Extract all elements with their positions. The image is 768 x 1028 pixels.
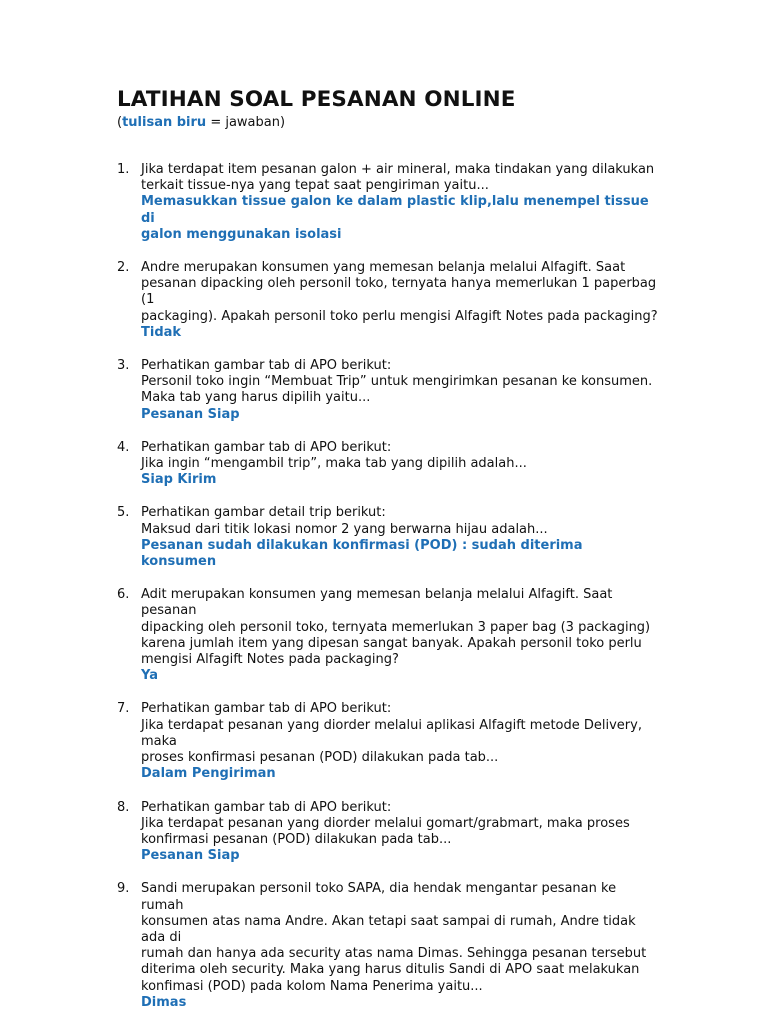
answer-text: Memasukkan tissue galon ke dalam plastic klip,lalu menempel tissue di galon menggunakan isolasi: [141, 194, 649, 242]
question-item: [117, 587, 662, 684]
subtitle-highlight: tulisan biru: [122, 115, 207, 130]
answer-text: Pesanan Siap: [141, 406, 240, 422]
question-text: Perhatikan gambar tab di APO berikut: Jika ingin “mengambil trip”, maka tab yang dipilih adalah...: [141, 439, 527, 472]
subtitle-rest: = jawaban): [206, 115, 286, 130]
question-text: Perhatikan gambar tab di APO berikut: Jika terdapat pesanan yang diorder melalui aplikasi Alfagift metode Delivery, maka proses konfirmasi pesanan (POD) dilakukan pada tab...: [141, 701, 642, 766]
subtitle-open: (: [117, 115, 123, 130]
question-number: 8.: [117, 799, 130, 815]
question-text: Adit merupakan konsumen yang memesan belanja melalui Alfagift. Saat pesanan dipacking oleh personil toko, ternyata memerlukan 3 paper bag (3 packaging) karena jumlah item yang dipesan sangat banyak. Apakah personil toko perlu mengisi Alfagift Notes pada packaging?: [141, 587, 651, 668]
question-number: 6.: [117, 587, 130, 603]
page-title: LATIHAN SOAL PESANAN ONLINE: [117, 87, 516, 112]
question-number: 4.: [117, 439, 130, 455]
question-item: [117, 505, 662, 570]
answer-text: Dimas: [141, 994, 187, 1010]
answer-text: Pesanan sudah dilakukan konfirmasi (POD) : sudah diterima konsumen: [141, 537, 583, 570]
question-number: 1.: [117, 162, 130, 177]
question-list: [117, 162, 662, 1028]
question-item: [117, 800, 662, 865]
question-text: Sandi merupakan personil toko SAPA, dia hendak mengantar pesanan ke rumah konsumen atas nama Andre. Akan tetapi saat sampai di rumah, Andre tidak ada di rumah dan hanya ada security atas nama Dimas. Sehingga pesanan tersebut diterima oleh security. Maka yang harus ditulis Sandi di APO saat melakukan konfimasi (POD) pada kolom Nama Penerima yaitu...: [141, 881, 647, 994]
question-item: [117, 260, 662, 341]
question-item: [117, 881, 662, 1011]
question-item: [117, 162, 662, 243]
question-text: Perhatikan gambar detail trip berikut: Maksud dari titik lokasi nomor 2 yang berwarna hijau adalah...: [141, 505, 548, 537]
question-number: 2.: [117, 260, 130, 276]
question-text: Perhatikan gambar tab di APO berikut: Personil toko ingin “Membuat Trip” untuk mengirimkan pesanan ke konsumen. Maka tab yang harus dipilih yaitu...: [141, 358, 653, 406]
question-text: Andre merupakan konsumen yang memesan belanja melalui Alfagift. Saat pesanan dipacking oleh personil toko, ternyata hanya memerlukan 1 paperbag (1 packaging). Apakah personil toko perlu mengisi Alfagift Notes pada packaging?: [141, 260, 658, 324]
question-item: [117, 440, 662, 489]
question-item: [117, 358, 662, 423]
answer-text: Ya: [141, 668, 158, 684]
question-item: [117, 701, 662, 782]
answer-text: Pesanan Siap: [141, 848, 240, 864]
question-number: 7.: [117, 701, 130, 717]
subtitle: [117, 114, 285, 131]
answer-text: Dalam Pengiriman: [141, 766, 276, 782]
question-number: 9.: [117, 881, 130, 897]
question-text: Jika terdapat item pesanan galon + air mineral, maka tindakan yang dilakukan terkait tissue-nya yang tepat saat pengiriman yaitu...: [141, 162, 655, 194]
answer-text: Siap Kirim: [141, 472, 217, 488]
question-number: 5.: [117, 505, 130, 521]
answer-text: Tidak: [141, 324, 182, 340]
question-number: 3.: [117, 358, 130, 374]
question-text: Perhatikan gambar tab di APO berikut: Jika terdapat pesanan yang diorder melalui gomart/grabmart, maka proses konfirmasi pesanan (POD) dilakukan pada tab...: [141, 799, 630, 847]
